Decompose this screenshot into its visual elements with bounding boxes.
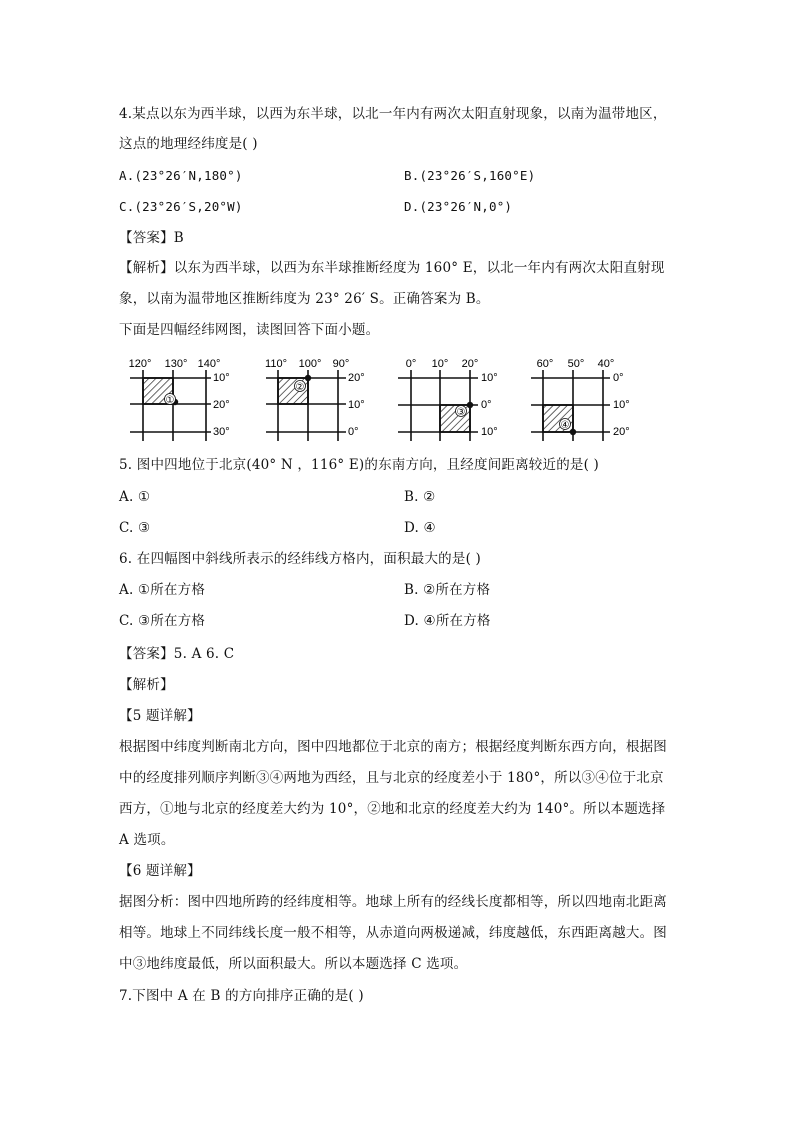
q5-option-a: A. ① [119, 489, 151, 505]
fig2-mark: ② [295, 382, 305, 393]
fig4-lat-3: 20° [613, 426, 630, 438]
figure-4 [531, 358, 630, 441]
intro-text: 下面是四幅经纬网图，读图回答下面小题。 [119, 322, 380, 338]
detail5-line4: A 选项。 [119, 832, 175, 848]
q4-analysis-line1: 【解析】以东为西半球，以西为东半球推断经度为 160° E，以北一年内有两次太阳直射现 [119, 260, 665, 276]
q5-option-d: D. ④ [404, 520, 436, 536]
q4-option-d: D.(23°26′N,0°) [404, 199, 513, 214]
detail6-line3: 中③地纬度最低，所以面积最大。所以本题选择 C 选项。 [119, 956, 468, 972]
fig4-mark: ④ [560, 420, 570, 431]
detail6-line2: 相等。地球上不同纬线长度一般不相等，从赤道向两极递减，纬度越低，东西距离越大。图 [119, 925, 667, 941]
fig2-lon-1: 110° [265, 358, 287, 370]
fig3-lon-3: 20° [461, 358, 479, 370]
fig1-lon-1: 120° [128, 358, 152, 370]
fig4-lat-1: 0° [613, 372, 624, 384]
q4-stem-line1: 4.某点以东为西半球，以西为东半球，以北一年内有两次太阳直射现象，以南为温带地区， [119, 106, 667, 122]
fig2-lat-3: 0° [348, 426, 359, 438]
fig1-lat-3: 30° [213, 426, 230, 438]
fig3-lat-2: 0° [481, 399, 492, 411]
q6-stem: 6. 在四幅图中斜线所表示的经纬线方格内，面积最大的是( ) [119, 551, 481, 567]
q6-option-d: D. ④所在方格 [404, 613, 491, 629]
figure-3 [398, 358, 498, 441]
detail5-title: 【5 题详解】 [119, 708, 201, 724]
fig1-lon-2: 130° [164, 358, 188, 370]
q4-stem-line2: 这点的地理经纬度是( ) [119, 136, 258, 152]
fig4-lon-1: 60° [536, 358, 554, 370]
q4-analysis-line2: 象，以南为温带地区推断纬度为 23° 26′ S。正确答案为 B。 [119, 291, 490, 307]
analysis-heading: 【解析】 [119, 677, 174, 693]
fig1-lon-3: 140° [197, 358, 221, 370]
q6-option-c: C. ③所在方格 [119, 613, 206, 629]
fig3-lon-2: 10° [431, 358, 449, 370]
q4-option-b: B.(23°26′S,160°E) [404, 168, 536, 183]
fig2-lon-2: 100° [298, 358, 322, 370]
fig2-lat-1: 20° [348, 372, 365, 384]
answer-5-6: 【答案】5. A 6. C [119, 646, 235, 662]
q6-option-a: A. ①所在方格 [119, 582, 206, 598]
detail5-line3: 西方，①地与北京的经度差大约为 10°，②地和北京的经度差大约为 140°。所以本题选择 [119, 801, 666, 817]
detail6-line1: 据图分析：图中四地所跨的经纬度相等。地球上所有的经线长度都相等，所以四地南北距离 [119, 894, 667, 910]
fig4-lat-2: 10° [613, 399, 630, 411]
detail5-line2: 中的经度排列顺序判断③④两地为西经，且与北京的经度差小于 180°，所以③④位于北京 [119, 770, 664, 786]
q5-option-c: C. ③ [119, 520, 151, 536]
figure-2 [265, 358, 365, 441]
fig3-lat-1: 10° [481, 372, 498, 384]
q7-stem: 7.下图中 A 在 B 的方向排序正确的是( ) [119, 988, 364, 1004]
q5-stem: 5. 图中四地位于北京(40° N ，116° E)的东南方向，且经度间距离较近的是( ) [119, 457, 600, 473]
fig4-lon-2: 50° [567, 358, 585, 370]
fig2-lat-2: 10° [348, 399, 365, 411]
fig1-lat-1: 10° [213, 372, 230, 384]
fig3-mark: ③ [456, 407, 466, 418]
q4-answer: 【答案】B [119, 230, 184, 246]
figure-1 [129, 358, 230, 441]
fig1-mark: ① [165, 395, 175, 406]
graticule-figures [0, 350, 794, 450]
fig2-lon-3: 90° [332, 358, 350, 370]
fig4-lon-3: 40° [597, 358, 615, 370]
detail5-line1: 根据图中纬度判断南北方向，图中四地都位于北京的南方；根据经度判断东西方向，根据图 [119, 739, 667, 755]
q6-option-b: B. ②所在方格 [404, 582, 491, 598]
detail6-title: 【6 题详解】 [119, 863, 201, 879]
fig3-lat-3: 10° [481, 426, 498, 438]
fig3-lon-1: 0° [405, 358, 417, 370]
q5-option-b: B. ② [404, 489, 436, 505]
q4-option-c: C.(23°26′S,20°W) [119, 199, 243, 214]
fig1-lat-2: 20° [213, 399, 230, 411]
q4-option-a: A.(23°26′N,180°) [119, 168, 243, 183]
